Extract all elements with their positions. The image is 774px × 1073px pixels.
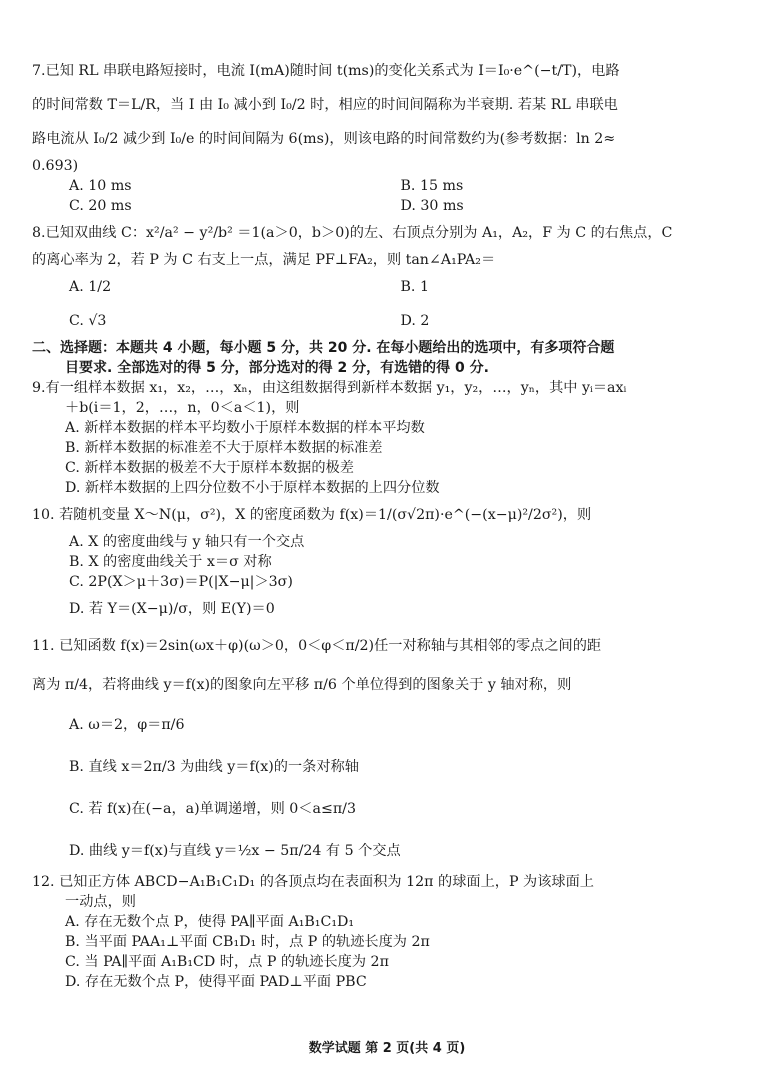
q10-option-c: C. 2P(X＞μ＋3σ)＝P(|X−μ|＞3σ) (69, 574, 293, 590)
q8-option-c: C. √3 (69, 313, 107, 329)
q9-option-c: C. 新样本数据的极差不大于原样本数据的极差 (65, 460, 354, 476)
q7-line-2: 的时间常数 T＝L/R，当 I 由 I₀ 减小到 I₀/2 时，相应的时间间隔称为半衰期. 若某 RL 串联电 (32, 97, 618, 113)
section-2-line-1: 二、选择题：本题共 4 小题，每小题 5 分，共 20 分. 在每小题给出的选项中，有多项符合题 (32, 340, 615, 356)
q10-option-a: A. X 的密度曲线与 y 轴只有一个交点 (69, 534, 305, 550)
q7-option-c: C. 20 ms (69, 198, 132, 214)
section-2-header (32, 338, 732, 378)
q9-option-d: D. 新样本数据的上四分位数不小于原样本数据的上四分位数 (65, 480, 440, 496)
q7-option-a: A. 10 ms (69, 178, 132, 194)
q7-option-d: D. 30 ms (400, 198, 464, 214)
q9-line-2: ＋b(i＝1，2，…，n，0＜a＜1)，则 (65, 400, 300, 416)
q7-line-4: 0.693) (32, 158, 79, 174)
exam-page (32, 54, 732, 992)
q11-line-2: 离为 π/4，若将曲线 y＝f(x)的图象向左平移 π/6 个单位得到的图象关于 y 轴对称，则 (32, 677, 572, 693)
q8-option-b: B. 1 (400, 279, 429, 295)
question-10 (32, 498, 732, 626)
question-12 (32, 872, 732, 992)
q8-line-1: 8.已知双曲线 C：x²/a² − y²/b² ＝1(a＞0，b＞0)的左、右顶点分别为 A₁，A₂，F 为 C 的右焦点，C (32, 225, 673, 241)
q9-line-1: 9.有一组样本数据 x₁，x₂，…，xₙ，由这组数据得到新样本数据 y₁，y₂，…，yₙ，其中 yᵢ＝axᵢ (32, 380, 627, 396)
q11-option-d: D. 曲线 y＝f(x)与直线 y＝½x − 5π/24 有 5 个交点 (69, 843, 401, 859)
q12-option-b: B. 当平面 PAA₁⊥平面 CB₁D₁ 时，点 P 的轨迹长度为 2π (65, 934, 430, 950)
section-2-line-2: 目要求. 全部选对的得 5 分，部分选对的得 2 分，有选错的得 0 分. (65, 360, 489, 376)
q12-line-1: 12. 已知正方体 ABCD−A₁B₁C₁D₁ 的各顶点均在表面积为 12π 的球面上，P 为该球面上 (32, 874, 594, 890)
q12-option-c: C. 当 PA∥平面 A₁B₁CD 时，点 P 的轨迹长度为 2π (65, 954, 389, 970)
q7-option-b: B. 15 ms (400, 178, 464, 194)
q11-option-b: B. 直线 x＝2π/3 为曲线 y＝f(x)的一条对称轴 (69, 759, 359, 775)
q7-line-1: 7.已知 RL 串联电路短接时，电流 I(mA)随时间 t(ms)的变化关系式为 I＝I₀·e^(−t/T)，电路 (32, 63, 620, 79)
q9-option-a: A. 新样本数据的样本平均数小于原样本数据的样本平均数 (65, 420, 425, 436)
page-footer: 数学试题 第 2 页(共 4 页) (308, 1041, 466, 1056)
q11-option-a: A. ω＝2，φ＝π/6 (69, 717, 185, 733)
q12-option-d: D. 存在无数个点 P，使得平面 PAD⊥平面 PBC (65, 974, 367, 990)
q11-line-1: 11. 已知函数 f(x)＝2sin(ωx＋φ)(ω＞0，0＜φ＜π/2)任一对称轴与其相邻的零点之间的距 (32, 638, 602, 654)
question-8 (32, 216, 732, 338)
question-7 (32, 54, 732, 216)
q10-line-1: 10. 若随机变量 X～N(μ，σ²)，X 的密度函数为 f(x)＝1/(σ√2π)·e^(−(x−μ)²/2σ²)，则 (32, 507, 592, 523)
q7-line-3: 路电流从 I₀/2 减少到 I₀/e 的时间间隔为 6(ms)，则该电路的时间常数约为(参考数据：ln 2≈ (32, 131, 616, 147)
q8-option-a: A. 1/2 (69, 279, 112, 295)
q8-option-d: D. 2 (400, 313, 430, 329)
q9-option-b: B. 新样本数据的标准差不大于原样本数据的标准差 (65, 440, 383, 456)
q10-option-b: B. X 的密度曲线关于 x＝σ 对称 (69, 554, 272, 570)
q10-option-d: D. 若 Y＝(X−μ)/σ，则 E(Y)＝0 (69, 601, 275, 617)
q8-line-2: 的离心率为 2，若 P 为 C 右支上一点，满足 PF⊥FA₂，则 tan∠A₁PA₂＝ (32, 252, 496, 268)
question-11 (32, 626, 732, 872)
question-9 (32, 378, 732, 498)
q11-option-c: C. 若 f(x)在(−a，a)单调递增，则 0＜a≤π/3 (69, 801, 356, 817)
q12-line-2: 一动点，则 (65, 894, 136, 910)
q12-option-a: A. 存在无数个点 P，使得 PA∥平面 A₁B₁C₁D₁ (65, 914, 355, 930)
